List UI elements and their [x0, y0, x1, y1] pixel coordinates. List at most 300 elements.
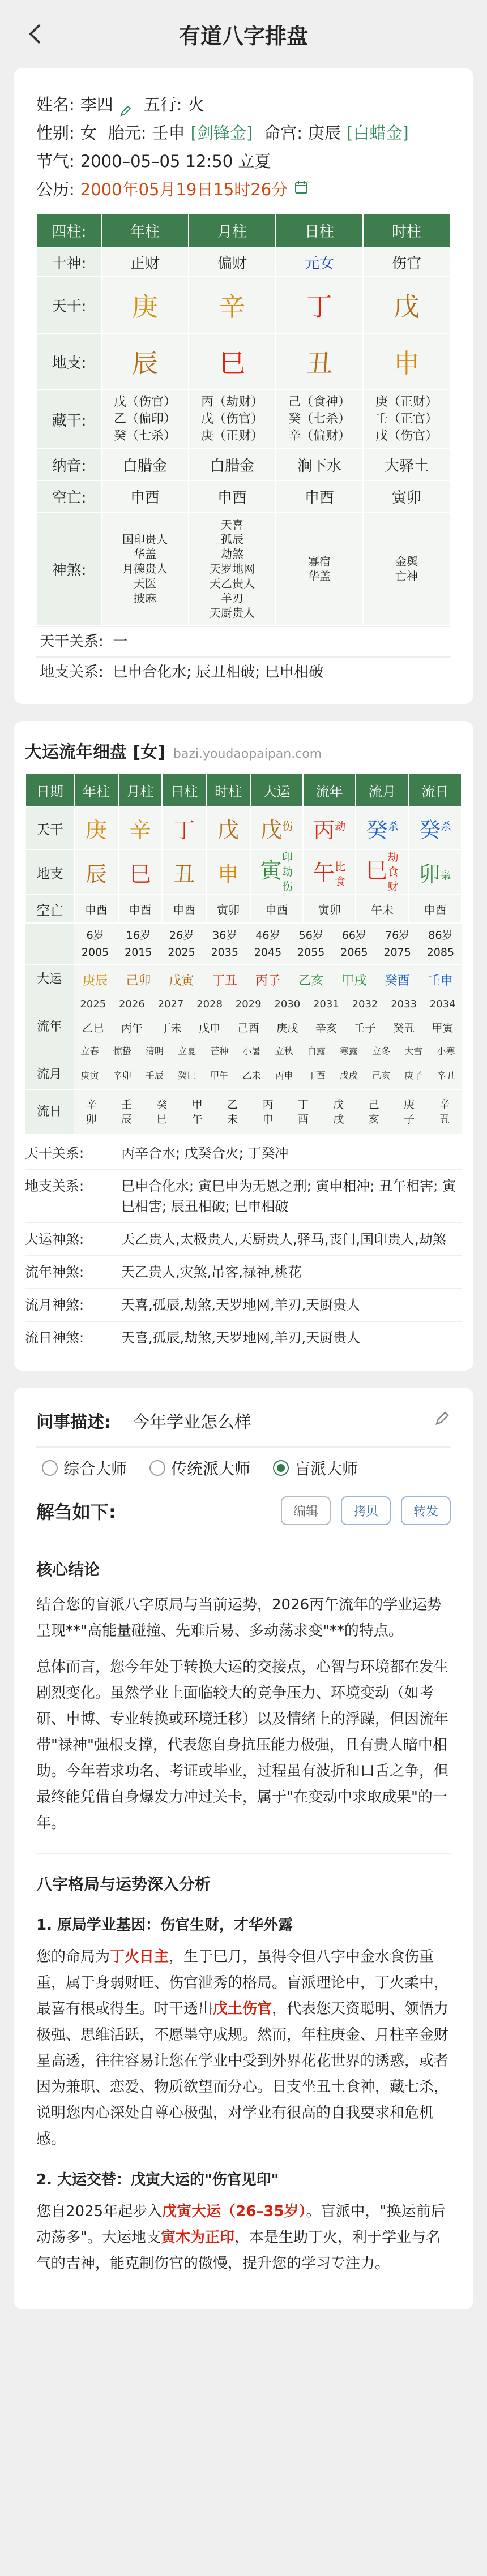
highlight: 丁火日主	[110, 1948, 169, 1965]
jieqi-cell: 清明	[145, 1045, 164, 1057]
canggan-item: 癸（七杀）	[288, 412, 351, 426]
text-span: 。盲派中，"换运前后动荡多"。大运地支	[36, 2203, 446, 2246]
dizhi-cell: 辰	[101, 333, 189, 390]
canggan-item: 丙（劫财）	[200, 395, 263, 409]
canggan-item: 戊（伤官）	[200, 412, 263, 426]
liuri-pillar	[356, 1097, 391, 1127]
source-url: bazi.youdaopaipan.com	[173, 747, 322, 761]
option-comprehensive[interactable]	[42, 1457, 127, 1479]
dizhi-cell: 丑	[276, 333, 363, 390]
liuyue-pillar: 辛丑	[437, 1070, 455, 1081]
dy-tiangan-sup: 劫	[335, 819, 346, 832]
dy-dizhi: 申	[206, 849, 250, 895]
kongwang-cell: 申酉	[276, 480, 363, 512]
age-text: 66岁	[341, 929, 367, 942]
liuri-zhi: 亥	[368, 1113, 379, 1126]
section-heading: 核心结论	[36, 1560, 100, 1579]
pencil-icon[interactable]	[119, 98, 133, 111]
liuri-gan: 癸	[156, 1098, 168, 1111]
liuri-pillar	[144, 1097, 180, 1127]
kongwang-cell: 申酉	[101, 480, 189, 512]
text-span: 您自2025年起步入	[36, 2203, 163, 2220]
dy-dizhi-sup: 枭	[440, 869, 451, 882]
dy-tiangan-char: 癸	[366, 817, 388, 843]
age-year: 2035	[211, 946, 238, 959]
liuri-gan: 辛	[439, 1098, 450, 1111]
text-span: ，代表您天资聪明、领悟力极强、思维活跃，不愿墨守成规。然而，年柱庚金、月柱辛金财星高透，往往容易让您在学业中受到外界花花世界的诱惑，或者因为兼职、恋爱、物质欲望而分心。日支坐丑土食神，藏七杀，说明您内心深处自尊心极强，对学业有很高的自我要求和危机感。	[36, 2000, 449, 2148]
dayun-title-text: 大运流年细盘 [女]	[25, 742, 165, 762]
liuri-pillar	[215, 1097, 250, 1127]
shensha-cell	[101, 512, 189, 625]
share-button[interactable]: 转发	[401, 1496, 451, 1525]
kongwang-label: 空亡:	[37, 480, 101, 512]
master-options	[36, 1446, 451, 1496]
year-cell: 2034	[429, 998, 456, 1010]
shensha-item: 月德贵人	[122, 562, 168, 576]
nayin-label: 纳音:	[37, 449, 101, 480]
shensha-label: 神煞:	[37, 512, 101, 625]
liuri-pillar	[391, 1097, 426, 1127]
info-key: 流年神煞:	[25, 1264, 84, 1280]
calendar-icon[interactable]	[293, 175, 309, 204]
liuyue-pillar: 戊戌	[339, 1070, 358, 1081]
dy-dizhi: 辰	[74, 849, 118, 895]
liuri-pillar	[109, 1097, 144, 1127]
jieqi-cell: 芒种	[210, 1045, 229, 1057]
shishen-cell: 偏财	[189, 247, 276, 277]
dy-header: 大运	[250, 774, 303, 806]
jieqi-cell: 惊蛰	[113, 1045, 131, 1057]
info-row	[25, 1137, 462, 1170]
dy-header: 日柱	[162, 774, 206, 806]
tiangan-rel-value: 一	[113, 633, 128, 650]
info-row	[25, 1256, 462, 1289]
tiangan-rel-label: 天干关系:	[40, 633, 104, 650]
option-label: 综合大师	[63, 1459, 127, 1478]
liuri-zhi: 申	[262, 1113, 274, 1126]
age-cell	[332, 924, 375, 964]
dy-tiangan: 庚	[74, 806, 118, 849]
canggan-item: 庚（正财）	[375, 395, 438, 409]
info-value: 天喜,孤辰,劫煞,天罗地网,羊刃,天厨贵人	[121, 1297, 361, 1313]
dy-dizhi: 巳	[118, 849, 163, 895]
canggan-cell	[101, 390, 189, 449]
shensha-item: 华盖	[308, 569, 331, 583]
minggong-value: 庚辰	[308, 123, 341, 143]
name-value: 李四	[80, 95, 113, 114]
dy-kongwang: 申酉	[162, 895, 206, 923]
dayun-pillar: 癸酉	[385, 973, 410, 988]
info-row	[25, 1223, 462, 1256]
dayun-pillar: 戊寅	[169, 973, 194, 988]
dy-tiangan	[303, 806, 356, 849]
info-key: 大运神煞:	[25, 1231, 84, 1247]
kongwang-cell: 寅卯	[363, 480, 450, 512]
taiyuan-value: 壬申	[152, 123, 185, 143]
shishen-cell: 正财	[101, 247, 189, 277]
dayun-pillar: 丙子	[255, 973, 280, 988]
age-cell	[289, 924, 332, 964]
dizhi-rel-value: 巳申合化水; 辰丑相破; 巳申相破	[113, 664, 324, 681]
text-span: ，本是生助丁火，利于学业与名气的吉神，能克制伤官的傲慢，提升您的学习专注力。	[36, 2229, 441, 2272]
jieqi-cell: 立冬	[372, 1045, 391, 1057]
year-cell: 2027	[157, 998, 184, 1010]
info-key: 天干关系:	[25, 1145, 84, 1161]
section-heading: 八字格局与运势深入分析	[36, 1875, 211, 1894]
age-year-row	[25, 924, 462, 965]
dy-tiangan-char: 癸	[418, 817, 441, 843]
age-cell	[74, 924, 117, 964]
info-key: 流日神煞:	[25, 1330, 84, 1346]
option-label: 传统派大师	[171, 1459, 251, 1478]
answer-title: 解刍如下:	[36, 1501, 116, 1523]
answer-article	[36, 1557, 451, 2277]
info-value: 天乙贵人,太极贵人,天厨贵人,驿马,丧门,国印贵人,劫煞	[121, 1231, 446, 1247]
minggong-label: 命宫:	[264, 123, 303, 143]
tiangan-cell: 丁	[276, 277, 363, 333]
dy-kongwang: 申酉	[74, 895, 118, 923]
liunian-pillar: 甲寅	[432, 1021, 454, 1034]
info-value: 天乙贵人,灾煞,吊客,禄神,桃花	[121, 1264, 302, 1280]
dy-tiangan	[356, 806, 408, 849]
canggan-item: 己（食神）	[288, 395, 351, 409]
jieqi-row	[25, 1040, 462, 1061]
dy-dizhi: 丑	[162, 849, 206, 895]
year-cell: 2025	[80, 998, 106, 1010]
liunian-label: 流年	[25, 1014, 74, 1040]
liuri-pillar	[250, 1097, 285, 1127]
canggan-item: 戊（伤官）	[375, 429, 438, 443]
canggan-cell	[363, 390, 450, 449]
shensha-cell	[189, 512, 276, 625]
dy-header: 流年	[303, 774, 356, 806]
dayun-title	[25, 738, 462, 773]
age-year: 2085	[426, 946, 455, 959]
liunian-pillar: 己酉	[237, 1021, 259, 1034]
tiangan-label: 天干:	[37, 277, 101, 333]
col-header: 月柱	[189, 213, 276, 247]
name-label: 姓名:	[36, 95, 75, 114]
age-year: 2005	[81, 946, 109, 959]
dy-header: 年柱	[74, 774, 118, 806]
shensha-item: 国印贵人	[122, 533, 168, 546]
app-header	[0, 0, 487, 68]
divider	[36, 1853, 451, 1854]
option-mangpai[interactable]	[273, 1457, 358, 1479]
dayun-pillar: 乙亥	[298, 973, 324, 988]
liuri-gan: 甲	[191, 1098, 203, 1111]
dy-header: 流月	[356, 774, 408, 806]
canggan-item: 壬（正官）	[375, 412, 438, 426]
dy-tiangan: 辛	[118, 806, 163, 849]
nayin-cell: 涧下水	[276, 449, 363, 480]
liuyue-pillar: 甲午	[210, 1070, 229, 1081]
radio-icon[interactable]	[149, 1460, 165, 1476]
gender-value: 女	[80, 123, 97, 143]
tiangan-cell: 戊	[363, 277, 450, 333]
dy-header: 流日	[409, 774, 462, 806]
dy-kongwang: 寅卯	[303, 895, 356, 923]
age-text: 6岁	[86, 929, 104, 942]
liuyue-pillar: 庚子	[404, 1070, 423, 1081]
shensha-item: 天喜	[221, 518, 244, 531]
dayun-info-list	[25, 1137, 462, 1354]
bazi-card	[14, 68, 473, 704]
question-row	[36, 1408, 451, 1446]
dy-kongwang-label: 空亡	[25, 895, 74, 923]
liunian-pillar: 丁未	[160, 1021, 182, 1034]
shensha-item: 劫煞	[221, 547, 244, 561]
info-key: 地支关系:	[25, 1178, 84, 1194]
kongwang-cell: 申酉	[189, 480, 276, 512]
dy-dizhi	[356, 849, 408, 895]
option-traditional[interactable]	[149, 1457, 250, 1479]
jieqi-cell: 大雪	[404, 1045, 423, 1057]
radio-icon[interactable]	[42, 1460, 58, 1476]
jieqi-cell: 寒露	[339, 1045, 358, 1057]
dy-header: 时柱	[206, 774, 250, 806]
dy-kongwang: 寅卯	[206, 895, 250, 923]
canggan-item: 乙（偏印）	[113, 412, 176, 426]
liuri-gan: 丁	[297, 1098, 309, 1111]
highlight: 戊土伤官	[213, 2000, 272, 2017]
dy-tiangan: 戊	[206, 806, 250, 849]
age-cell	[117, 924, 160, 964]
nayin-cell: 白腊金	[101, 449, 189, 480]
liuri-pillar	[321, 1097, 356, 1127]
wuxing-value: 火	[187, 95, 204, 114]
dy-dizhi-sup: 比 食	[335, 860, 346, 888]
canggan-cell	[276, 390, 363, 449]
jieqi-cell: 小寒	[437, 1045, 455, 1057]
dy-tiangan-sup: 杀	[440, 819, 451, 832]
info-row	[25, 1289, 462, 1322]
liuri-zhi: 巳	[156, 1113, 168, 1126]
liuyue-pillar: 己亥	[372, 1070, 391, 1081]
shensha-item: 孤辰	[221, 533, 244, 546]
tiangan-cell: 辛	[189, 277, 276, 333]
year-cell: 2030	[274, 998, 301, 1010]
canggan-item: 辛（偏财）	[288, 429, 351, 443]
dayun-row	[25, 965, 462, 994]
gongli-label: 公历:	[36, 180, 75, 199]
liuyue-pillar: 庚寅	[80, 1070, 99, 1081]
highlight: 寅木为正印	[160, 2229, 234, 2246]
liuri-pillar	[427, 1097, 462, 1127]
age-text: 56岁	[298, 929, 323, 942]
liuyue-pillar: 癸巳	[178, 1070, 196, 1081]
liunian-pillar: 辛亥	[315, 1021, 337, 1034]
gongli-value: 2000年05月19日15时26分	[80, 180, 288, 199]
dizhi-rel-label: 地支关系:	[40, 664, 104, 681]
liunian-pillar: 庚戌	[276, 1021, 298, 1034]
dy-header: 日期	[25, 774, 74, 806]
jieqi-label: 节气:	[36, 152, 75, 171]
years-label-cell	[25, 994, 74, 1014]
dy-tiangan	[250, 806, 303, 849]
answer-actions	[281, 1496, 451, 1525]
year-cell: 2026	[118, 998, 145, 1010]
gender-label: 性别:	[36, 123, 75, 143]
dy-dizhi	[409, 849, 462, 895]
dy-tiangan: 丁	[162, 806, 206, 849]
dy-dizhi-char: 午	[313, 860, 335, 886]
shensha-item: 天厨贵人	[210, 606, 255, 620]
subsection-heading: 1. 原局学业基因：伤官生财，才华外露	[36, 1917, 293, 1934]
nayin-cell: 大驿土	[363, 449, 450, 480]
canggan-item: 癸（七杀）	[113, 429, 176, 443]
age-text: 16岁	[126, 929, 151, 942]
highlight: 戊寅大运（26–35岁）	[162, 2203, 306, 2220]
dayun-pillar: 甲戌	[341, 973, 367, 988]
dy-kongwang: 申酉	[250, 895, 303, 923]
age-cell	[419, 924, 462, 964]
copy-button[interactable]: 拷贝	[341, 1496, 391, 1525]
dy-tiangan-sup: 杀	[387, 819, 399, 832]
liuyue-pillar: 壬辰	[145, 1070, 164, 1081]
info-row	[25, 1170, 462, 1223]
year-cell: 2032	[352, 998, 378, 1010]
liunian-pillar: 戊申	[199, 1021, 221, 1034]
dizhi-cell: 巳	[189, 333, 276, 390]
liuri-pillar	[180, 1097, 215, 1127]
age-cell	[376, 924, 419, 964]
edit-icon[interactable]	[434, 1410, 451, 1431]
shensha-item: 天医	[134, 577, 156, 590]
liuyue-label: 流月	[25, 1061, 74, 1089]
age-year: 2075	[383, 946, 411, 959]
tiangan-relation	[36, 626, 451, 656]
radio-selected-icon[interactable]	[273, 1460, 289, 1476]
info-value: 丙辛合水; 戊癸合火; 丁癸冲	[121, 1145, 289, 1161]
info-value: 天喜,孤辰,劫煞,天罗地网,羊刃,天厨贵人	[121, 1330, 361, 1346]
age-text: 46岁	[255, 929, 280, 942]
taiyuan-note: [剑锋金]	[190, 123, 253, 143]
shensha-item: 羊刃	[221, 591, 244, 605]
dy-dizhi-sup: 劫 食 财	[387, 851, 399, 893]
age-label-cell	[25, 924, 74, 964]
dayun-pillar: 壬申	[428, 973, 453, 988]
dizhi-label: 地支:	[37, 333, 101, 390]
jieqi-cell: 立夏	[178, 1045, 196, 1057]
info-value: 巳申合化水; 寅巳申为无恩之刑; 寅申相冲; 丑午相害; 寅巳相害; 辰丑相破; 巳申相破	[121, 1178, 456, 1214]
year-cell: 2031	[313, 998, 339, 1010]
dy-kongwang: 申酉	[118, 895, 163, 923]
liuri-zhi: 丑	[439, 1113, 450, 1126]
shensha-cell	[363, 512, 450, 625]
liuyue-pillar: 丙申	[275, 1070, 293, 1081]
dy-dizhi-char: 卯	[418, 861, 441, 887]
paragraph	[36, 2199, 451, 2277]
info-row	[25, 1322, 462, 1354]
liuri-label: 流日	[25, 1090, 74, 1134]
shishen-cell: 伤官	[363, 247, 450, 277]
dy-kongwang: 申酉	[409, 895, 462, 923]
col-header: 年柱	[101, 213, 189, 247]
liuri-zhi: 卯	[86, 1113, 97, 1126]
liuri-gan: 辛	[86, 1098, 97, 1111]
shensha-item: 天乙贵人	[210, 577, 255, 590]
age-text: 26岁	[169, 929, 194, 942]
jieqi-cell: 立春	[80, 1045, 99, 1057]
liunian-pillar: 壬子	[354, 1021, 376, 1034]
shensha-item: 金舆	[395, 555, 418, 568]
liuri-zhi: 辰	[121, 1113, 133, 1126]
tiangan-cell: 庚	[101, 277, 189, 333]
liuri-zhi: 戌	[333, 1113, 344, 1126]
dy-dizhi	[250, 849, 303, 895]
liuyue-row	[25, 1061, 462, 1089]
jieqi-value: 2000–05–05 12:50 立夏	[80, 152, 271, 171]
liuri-pillar	[285, 1097, 321, 1127]
liuri-gan: 庚	[403, 1098, 415, 1111]
dy-tiangan-label: 天干	[25, 806, 74, 849]
dy-dizhi-char: 寅	[260, 858, 282, 883]
option-label: 盲派大师	[294, 1459, 358, 1478]
dayun-card	[14, 721, 473, 1371]
jieqi-label-cell	[25, 1040, 74, 1061]
age-year: 2025	[168, 946, 195, 959]
years-row	[25, 994, 462, 1014]
text-span: ，生于巳月，虽得令但八字中金水食伤重重，属于身弱财旺、伤官泄秀的格局。盲派理论中，丁火柔中，最喜有根或得生。时干透出	[36, 1948, 449, 2017]
year-cell: 2029	[235, 998, 262, 1010]
col-header: 四柱:	[37, 213, 101, 247]
shensha-item: 亡神	[395, 569, 418, 583]
jieqi-cell: 立秋	[275, 1045, 293, 1057]
canggan-label: 藏干:	[37, 390, 101, 449]
paragraph: 结合您的盲派八字原局与当前运势，2026丙午流年的学业运势呈现**"高能量碰撞、先难后易、多动荡求变"**的特点。	[36, 1596, 442, 1639]
liuri-zhi: 酉	[297, 1113, 309, 1126]
jieqi-cell: 小暑	[242, 1045, 261, 1057]
age-text: 86岁	[428, 929, 453, 942]
edit-button[interactable]: 编辑	[281, 1496, 331, 1525]
liuri-zhi: 子	[403, 1113, 415, 1126]
dizhi-relation	[36, 656, 451, 687]
canggan-item: 庚（正财）	[200, 429, 263, 443]
liuri-gan: 己	[368, 1098, 379, 1111]
wuxing-label: 五行:	[143, 95, 182, 114]
dy-tiangan-char: 戊	[260, 817, 282, 843]
info-key: 流月神煞:	[25, 1297, 84, 1313]
year-cell: 2028	[196, 998, 223, 1010]
question-label: 问事描述:	[36, 1412, 111, 1432]
shishen-label: 十神:	[37, 247, 101, 277]
year-cell: 2033	[391, 998, 417, 1010]
canggan-item: 戊（伤官）	[113, 395, 176, 409]
bazi-table	[36, 213, 451, 626]
col-header: 日柱	[276, 213, 363, 247]
age-cell	[246, 924, 289, 964]
nayin-cell: 白腊金	[189, 449, 276, 480]
age-text: 36岁	[212, 929, 237, 942]
liuri-gan: 戊	[333, 1098, 344, 1111]
dy-tiangan-char: 丙	[313, 817, 335, 843]
profile-info	[36, 91, 451, 204]
liuri-gan: 壬	[121, 1098, 133, 1111]
subsection-heading: 2. 大运交替：戊寅大运的"伤官见印"	[36, 2171, 279, 2188]
liuyue-pillar: 乙未	[242, 1070, 261, 1081]
age-year: 2015	[125, 946, 152, 959]
question-value: 今年学业怎么样	[133, 1412, 251, 1432]
liuyue-pillar: 辛卯	[113, 1070, 131, 1081]
liuyue-pillar: 丁酉	[307, 1070, 326, 1081]
taiyuan-label: 胎元:	[108, 123, 147, 143]
liunian-row	[25, 1014, 462, 1040]
dy-dizhi-char: 巳	[366, 858, 388, 883]
age-cell	[203, 924, 246, 964]
back-icon[interactable]	[27, 23, 44, 51]
dy-kongwang: 午未	[356, 895, 408, 923]
